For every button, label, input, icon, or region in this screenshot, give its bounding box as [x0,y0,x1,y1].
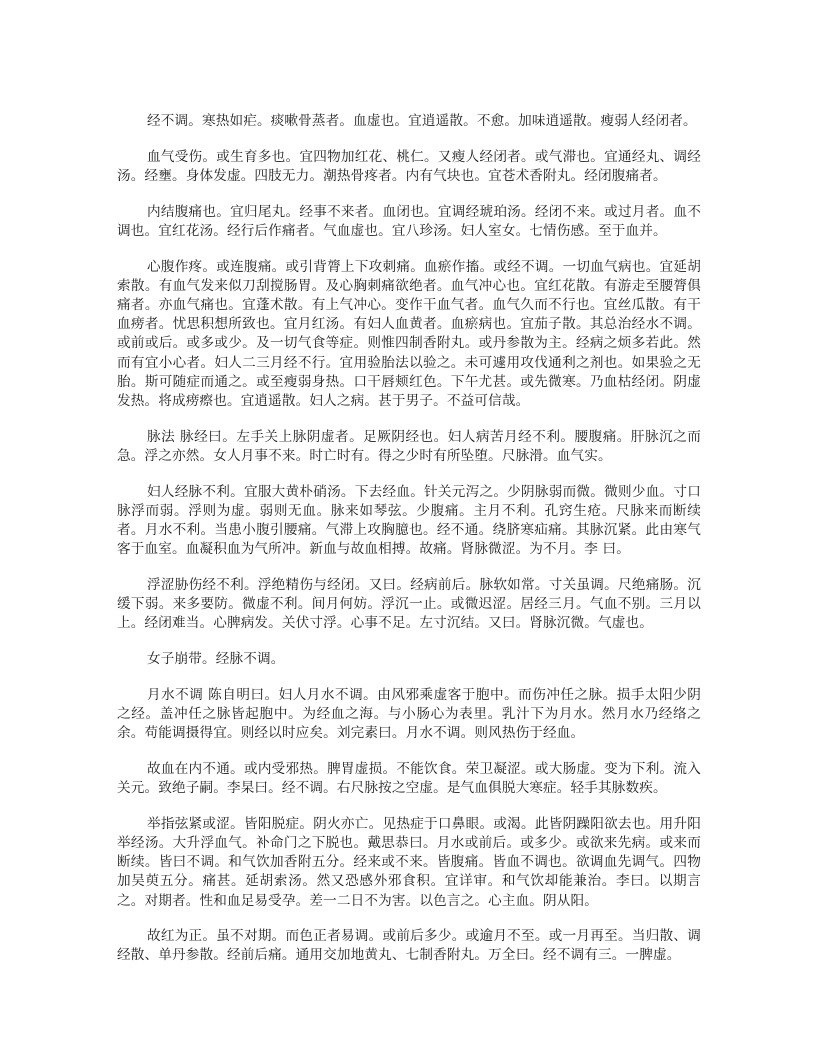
document-page [117,112,701,982]
paragraph-3: 内结腹痛也。宜归尾丸。经事不来者。血闭也。宜调经琥珀汤。经闭不来。或过月者。血不调也。宜红花汤。经行后作痛者。气血虚也。宜八珍汤。妇人室女。七情伤感。至于血并。 [117,203,701,239]
paragraph-7: 浮涩胁伤经不利。浮绝精伤与经闭。又曰。经病前后。脉软如常。寸关虽调。尺绝痛肠。沉缓下弱。来多要防。微虚不利。间月何妨。浮沉一止。或微迟涩。居经三月。气血不别。三月以上。经闭难当。心脾病发。关伏寸浮。心事不足。左寸沉结。又曰。肾脉沉微。气虚也。 [117,576,701,632]
paragraph-10: 故血在内不通。或内受邪热。脾胃虚损。不能饮食。荣卫凝涩。或大肠虚。变为下利。流入关元。致绝子嗣。李杲曰。经不调。右尺脉按之空虚。是气血俱脱大寒症。轻手其脉数疾。 [117,760,701,796]
paragraph-2: 血气受伤。或生育多也。宜四物加红花、桃仁。又瘦人经闭者。或气滞也。宜通经丸、调经汤。经壅。身体发虚。四肢无力。潮热骨疼者。内有气块也。宜苍术香附丸。经闭腹痛者。 [117,148,701,184]
paragraph-11: 举指弦紧或涩。皆阳脱症。阴火亦亡。见热症于口鼻眼。或渴。此皆阴躁阳欲去也。用升阳举经汤。大升浮血气。补命门之下脱也。戴思恭曰。月水或前后。或多少。或欲来先病。或来而断续。皆曰不调。和气饮加香附五分。经来或不来。皆腹痛。皆血不调也。欲调血先调气。四物加吴萸五分。痛甚。延胡索汤。然又恐感外邪食积。宜详审。和气饮却能兼治。李曰。以期言之。对期者。性和血足易受孕。差一二日不为害。以色言之。心主血。阴从阳。 [117,815,701,909]
paragraph-12: 故红为正。虽不对期。而色正者易调。或前后多少。或逾月不至。或一月再至。当归散、调经散、单丹参散。经前后痛。通用交加地黄丸、七制香附丸。万全曰。经不调有三。一脾虚。 [117,928,701,964]
paragraph-1: 经不调。寒热如疟。痰嗽骨蒸者。血虚也。宜逍遥散。不愈。加味逍遥散。瘦弱人经闭者。 [147,113,697,129]
paragraph-6: 妇人经脉不利。宜服大黄朴硝汤。下去经血。针关元泻之。少阴脉弱而微。微则少血。寸口脉浮而弱。浮则为虚。弱则无血。脉来如琴弦。少腹痛。主月不利。孔窍生疮。尺脉来而断续者。月水不利。当患小腹引腰痛。气滞上攻胸臆也。经不通。绕脐寒疝痛。其脉沉紧。此由寒气客于血室。血凝积血为气所冲。新血与故血相搏。故痛。肾脉微涩。为不月。李 曰。 [117,483,701,558]
paragraph-4: 心腹作疼。或连腹痛。或引背膂上下攻刺痛。血瘀作搐。或经不调。一切血气病也。宜延胡索散。有血气发来似刀刮搅肠胃。及心胸刺痛欲绝者。血气冲心也。宜红花散。有游走至腰膂俱痛者。亦血气痛也。宜蓬术散。有上气冲心。变作干血气者。血气久而不行也。宜丝瓜散。有干血痨者。忧思积想所致也。宜月红汤。有妇人血黄者。血瘀病也。宜茄子散。其总治经水不调。或前或后。或多或少。及一切气食等症。则惟四制香附丸。或丹参散为主。经病之烦多若此。然而有宜小心者。妇人二三月经不行。宜用验胎法以验之。未可遽用攻伐通利之剂也。如果验之无胎。斯可随症而通之。或至瘦弱身热。口干唇颊红色。下午尤甚。或先微寒。乃血枯经闭。阴虚发热。将成痨瘵也。宜逍遥散。妇人之病。甚于男子。不益可信哉。 [117,258,701,409]
paragraph-5: 脉法 脉经曰。左手关上脉阴虚者。足厥阴经也。妇人病苦月经不利。腰腹痛。肝脉沉之而急。浮之亦然。女人月事不来。时亡时有。得之少时有所坠堕。尺脉滑。血气实。 [117,428,701,464]
paragraph-8: 女子崩带。经脉不调。 [147,650,285,667]
paragraph-9: 月水不调 陈自明曰。妇人月水不调。由风邪乘虚客于胞中。而伤冲任之脉。损手太阳少阴之经。盖冲任之脉皆起胞中。为经血之海。与小肠心为表里。乳汁下为月水。然月水乃经络之余。苟能调摄得宜。则经以时应矣。刘完素曰。月水不调。则风热伤于经血。 [117,686,701,742]
